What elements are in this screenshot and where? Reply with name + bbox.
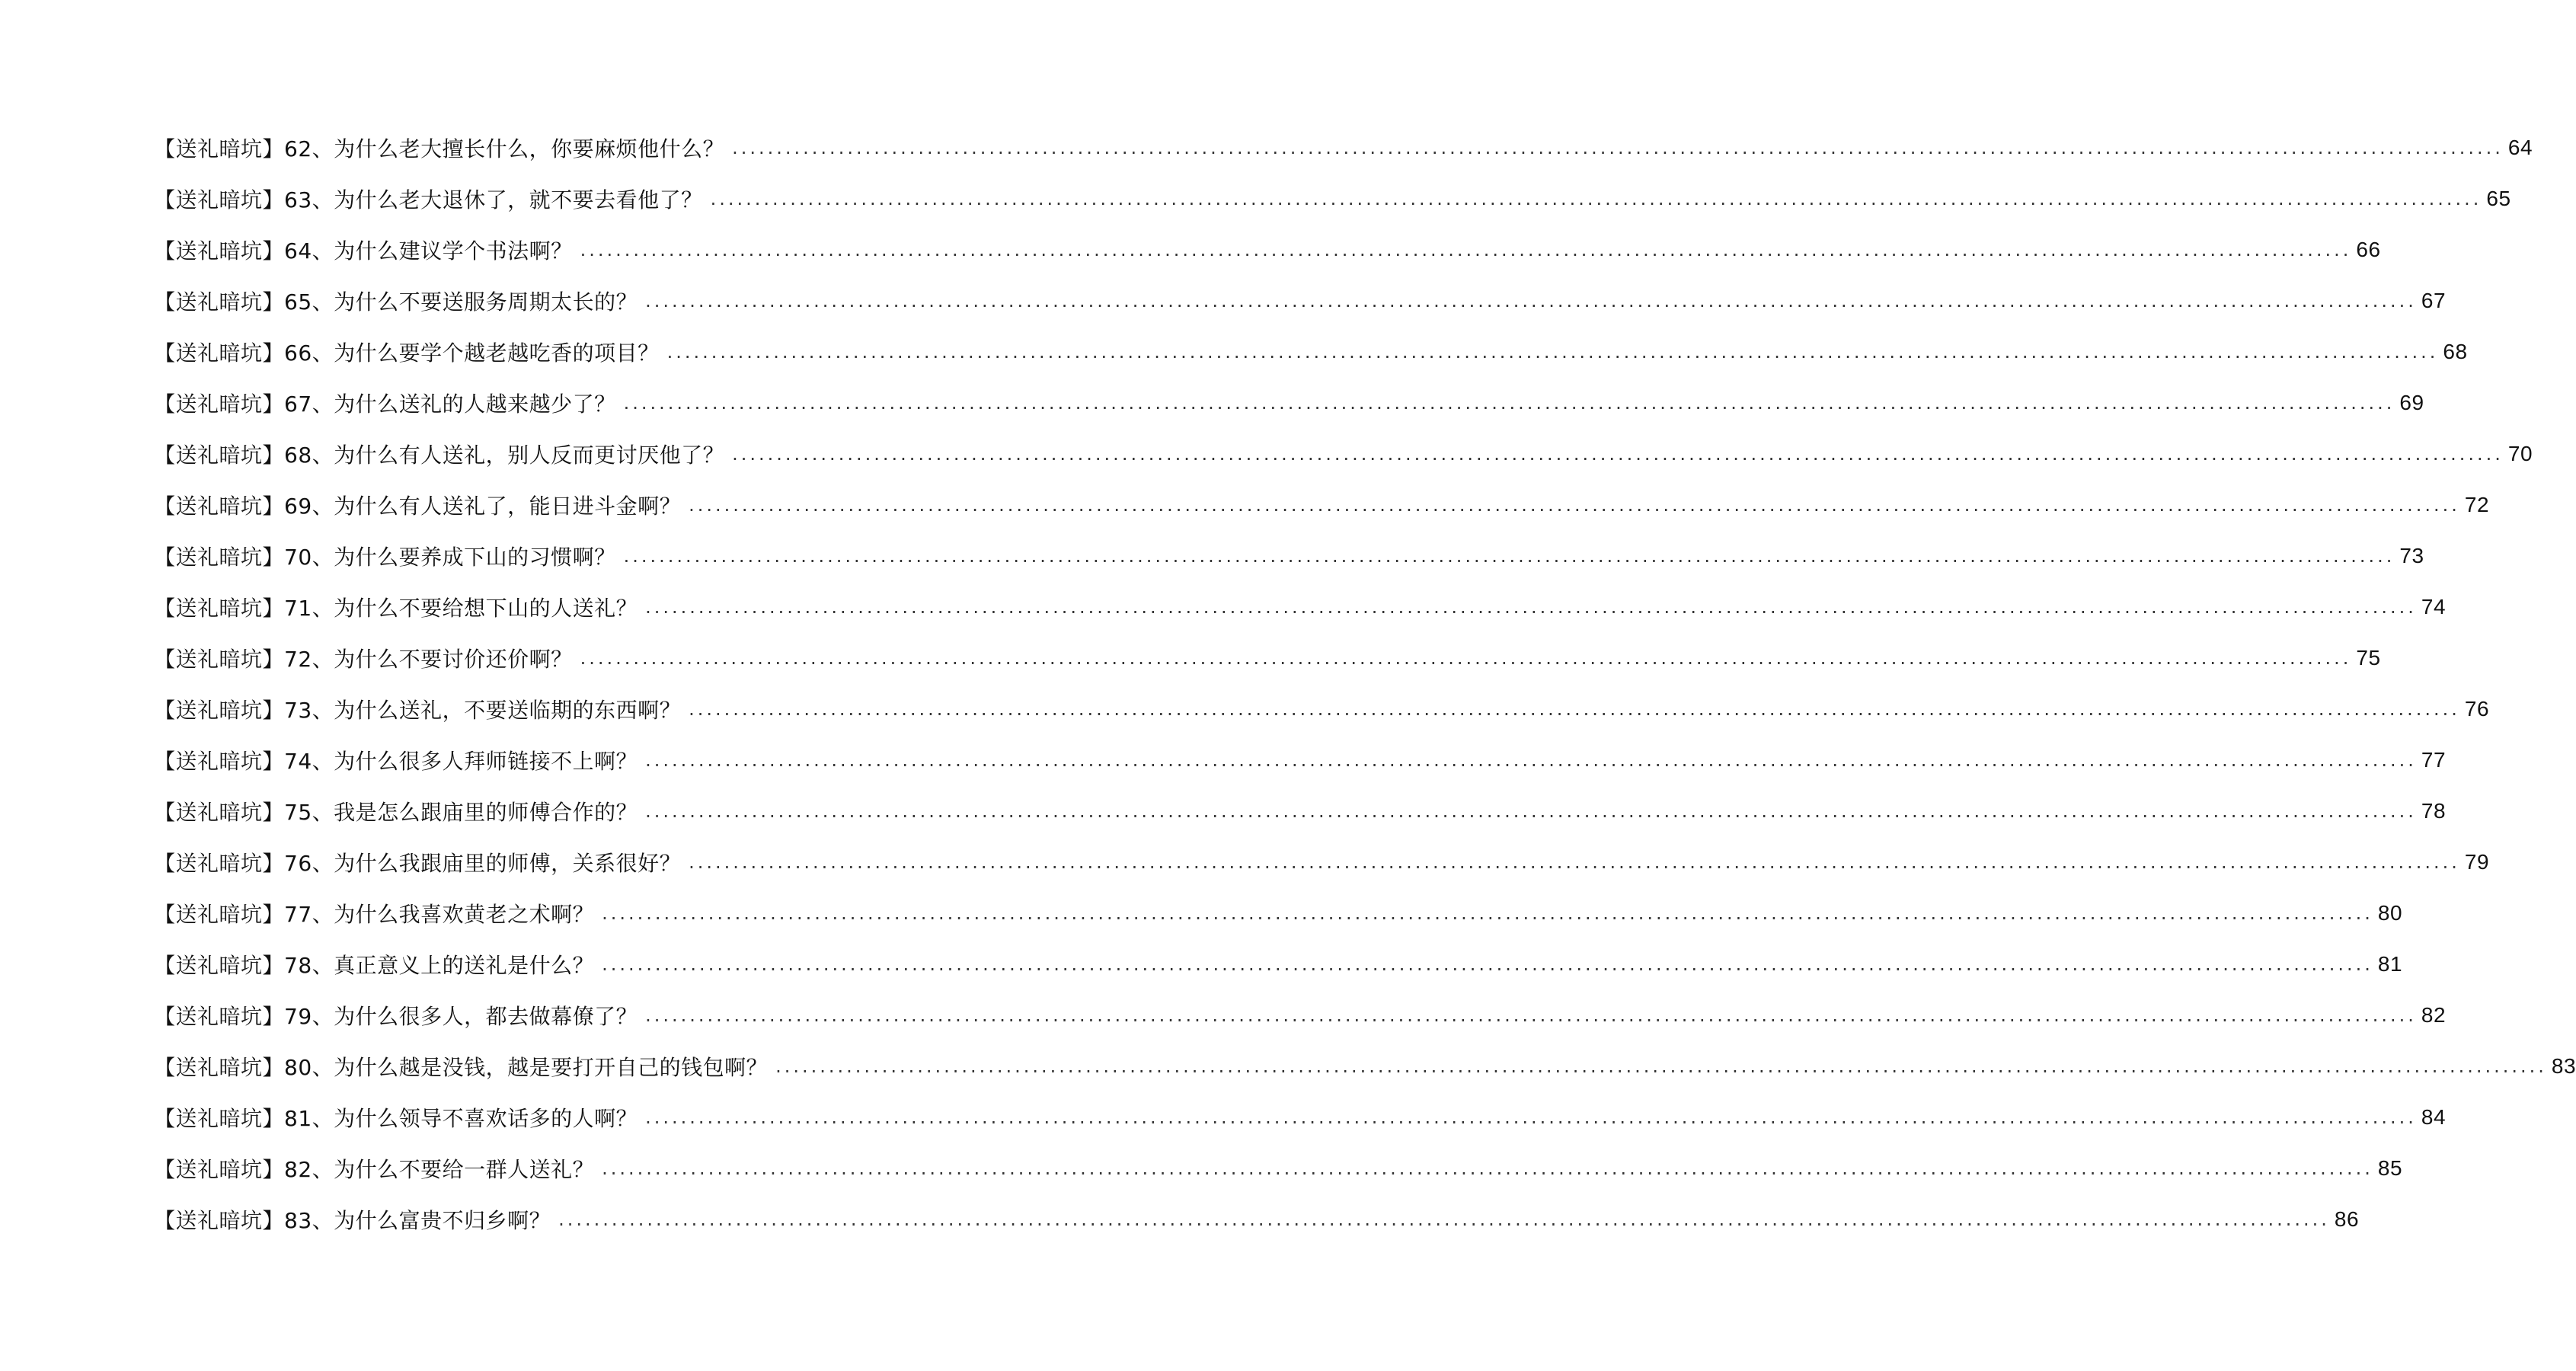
toc-entry-page: 79: [2464, 849, 2490, 874]
toc-entry-title: 【送礼暗坑】70、为什么要养成下山的习惯啊？: [154, 544, 616, 570]
toc-entry[interactable]: [154, 581, 2447, 632]
toc-entry-page: 65: [2486, 186, 2511, 210]
toc-entry-page: 83: [2551, 1053, 2576, 1078]
toc-entry[interactable]: [154, 683, 2490, 734]
dot-leader: ........................................................................................................................................................................................................: [602, 1157, 2373, 1179]
toc-entry-page: 74: [2421, 594, 2447, 618]
toc-entry-title: 【送礼暗坑】62、为什么老大擅长什么，你要麻烦他什么？: [154, 136, 725, 161]
dot-leader: ........................................................................................................................................................................................................: [732, 443, 2504, 465]
toc-entry-page: 67: [2421, 288, 2447, 312]
toc-entry[interactable]: [154, 836, 2490, 887]
dot-leader: ........................................................................................................................................................................................................: [689, 494, 2460, 516]
toc-entry-title: 【送礼暗坑】76、为什么我跟庙里的师傅，关系很好？: [154, 850, 682, 876]
toc-entry-page: 66: [2356, 237, 2381, 261]
toc-entry-title: 【送礼暗坑】77、为什么我喜欢黄老之术啊？: [154, 901, 595, 927]
toc-entry[interactable]: [154, 479, 2490, 530]
toc-entry-page: 73: [2399, 543, 2424, 567]
toc-entry-page: 72: [2464, 492, 2490, 516]
dot-leader: ........................................................................................................................................................................................................: [602, 902, 2373, 924]
toc-entry[interactable]: [154, 1040, 2576, 1091]
toc-entry-title: 【送礼暗坑】65、为什么不要送服务周期太长的？: [154, 289, 638, 315]
toc-entry-title: 【送礼暗坑】66、为什么要学个越老越吃香的项目？: [154, 340, 660, 366]
toc-entry-title: 【送礼暗坑】78、真正意义上的送礼是什么？: [154, 952, 595, 978]
toc-entry-page: 84: [2421, 1104, 2447, 1129]
toc-entry-title: 【送礼暗坑】81、为什么领导不喜欢话多的人啊？: [154, 1105, 638, 1131]
toc-entry[interactable]: [154, 377, 2424, 428]
toc-entry[interactable]: [154, 326, 2468, 377]
toc-entry-title: 【送礼暗坑】69、为什么有人送礼了，能日进斗金啊？: [154, 493, 682, 519]
toc-entry[interactable]: [154, 938, 2403, 989]
toc-entry-title: 【送礼暗坑】73、为什么送礼，不要送临期的东西啊？: [154, 697, 682, 723]
toc-entry-title: 【送礼暗坑】72、为什么不要讨价还价啊？: [154, 646, 573, 672]
toc-entry[interactable]: [154, 1142, 2403, 1194]
toc-entry[interactable]: [154, 428, 2533, 479]
toc-entry-title: 【送礼暗坑】71、为什么不要给想下山的人送礼？: [154, 595, 638, 621]
toc-entry-title: 【送礼暗坑】67、为什么送礼的人越来越少了？: [154, 391, 616, 417]
toc-entry-page: 69: [2399, 390, 2424, 414]
dot-leader: ........................................................................................................................................................................................................: [689, 698, 2460, 720]
dot-leader: ........................................................................................................................................................................................................: [645, 1106, 2417, 1128]
dot-leader: ........................................................................................................................................................................................................: [602, 953, 2373, 975]
dot-leader: ........................................................................................................................................................................................................: [645, 1004, 2417, 1026]
toc-entry[interactable]: [154, 887, 2403, 938]
toc-entry-page: 81: [2377, 951, 2403, 976]
toc-entry[interactable]: [154, 734, 2447, 785]
toc-entry-title: 【送礼暗坑】82、为什么不要给一群人送礼？: [154, 1156, 595, 1182]
toc-entry-title: 【送礼暗坑】83、为什么富贵不归乡啊？: [154, 1207, 551, 1233]
toc-entry[interactable]: [154, 632, 2381, 683]
dot-leader: ........................................................................................................................................................................................................: [645, 596, 2417, 618]
dot-leader: ........................................................................................................................................................................................................: [710, 187, 2482, 209]
toc-entry-title: 【送礼暗坑】74、为什么很多人拜师链接不上啊？: [154, 748, 638, 774]
toc-entry-title: 【送礼暗坑】80、为什么越是没钱，越是要打开自己的钱包啊？: [154, 1054, 769, 1080]
toc-entry-title: 【送礼暗坑】68、为什么有人送礼，别人反而更讨厌他了？: [154, 442, 725, 468]
toc-entry-title: 【送礼暗坑】63、为什么老大退休了，就不要去看他了？: [154, 187, 703, 213]
toc-entry[interactable]: [154, 224, 2381, 275]
dot-leader: ........................................................................................................................................................................................................: [623, 545, 2395, 567]
dot-leader: ........................................................................................................................................................................................................: [558, 1208, 2330, 1230]
toc-entry-page: 76: [2464, 696, 2490, 721]
toc-entry[interactable]: [154, 785, 2447, 836]
toc-entry-page: 80: [2377, 900, 2403, 925]
toc-entry[interactable]: [154, 275, 2447, 326]
toc-entry-title: 【送礼暗坑】75、我是怎么跟庙里的师傅合作的？: [154, 799, 638, 825]
toc-entry[interactable]: [154, 1091, 2447, 1142]
toc-entry-page: 78: [2421, 798, 2447, 823]
dot-leader: ........................................................................................................................................................................................................: [623, 391, 2395, 414]
table-of-contents: [154, 122, 2576, 1245]
dot-leader: ........................................................................................................................................................................................................: [645, 749, 2417, 771]
toc-entry-page: 82: [2421, 1002, 2447, 1027]
toc-entry[interactable]: [154, 1194, 2360, 1245]
toc-entry-page: 77: [2421, 747, 2447, 772]
toc-entry-page: 86: [2334, 1206, 2360, 1231]
dot-leader: ........................................................................................................................................................................................................: [775, 1055, 2547, 1077]
dot-leader: ........................................................................................................................................................................................................: [666, 340, 2439, 363]
dot-leader: ........................................................................................................................................................................................................: [580, 238, 2352, 260]
dot-leader: ........................................................................................................................................................................................................: [645, 800, 2417, 822]
toc-entry-page: 68: [2443, 339, 2468, 363]
dot-leader: ........................................................................................................................................................................................................: [580, 647, 2352, 669]
toc-entry[interactable]: [154, 989, 2447, 1040]
dot-leader: ........................................................................................................................................................................................................: [645, 289, 2417, 312]
toc-entry-page: 85: [2377, 1155, 2403, 1180]
dot-leader: ........................................................................................................................................................................................................: [732, 136, 2504, 158]
toc-entry-page: 75: [2356, 645, 2381, 670]
toc-entry[interactable]: [154, 122, 2533, 173]
toc-entry-title: 【送礼暗坑】64、为什么建议学个书法啊？: [154, 238, 573, 264]
toc-entry-title: 【送礼暗坑】79、为什么很多人，都去做幕僚了？: [154, 1003, 638, 1029]
dot-leader: ........................................................................................................................................................................................................: [689, 851, 2460, 873]
toc-entry[interactable]: [154, 530, 2424, 581]
toc-entry-page: 64: [2507, 135, 2533, 159]
toc-entry-page: 70: [2507, 441, 2533, 465]
toc-entry[interactable]: [154, 173, 2511, 224]
